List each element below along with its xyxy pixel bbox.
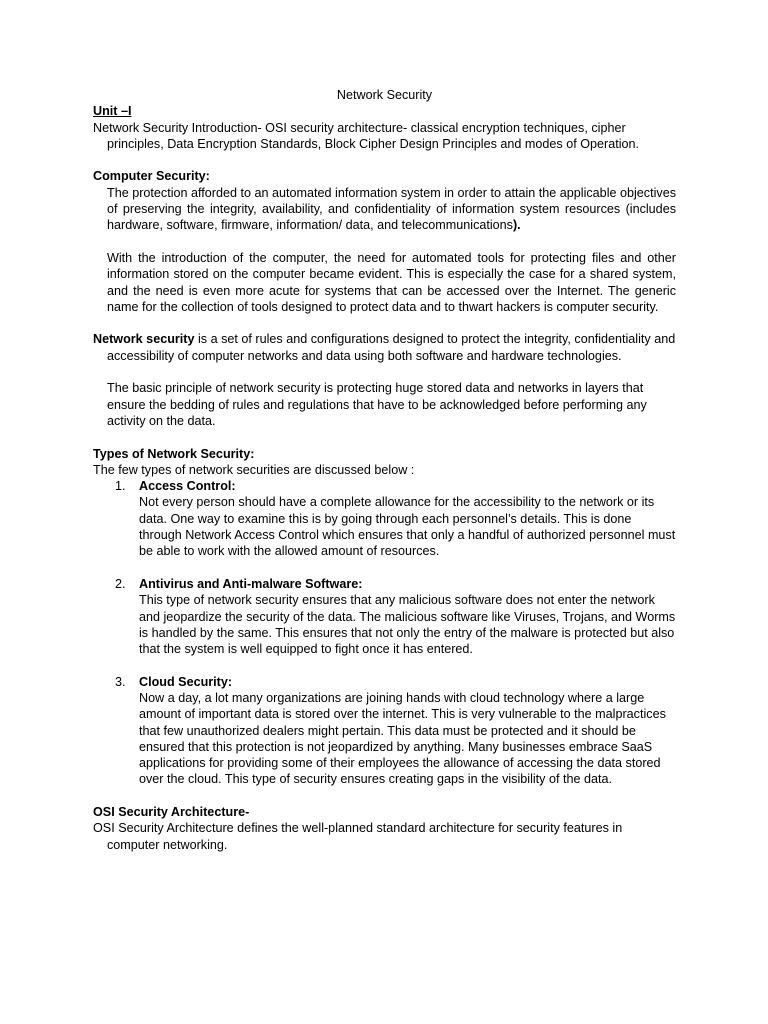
computer-security-paragraph: With the introduction of the computer, the need for automated tools for protecting files and other information stored on the computer became evident. This is especially the case for a shared system, and the need is even more acute for systems that can be accessed over the Internet. The generic name for the collection of tools designed to protect data and to thwart hackers is computer security. <box>107 250 676 314</box>
list-item-title: Access Control: <box>139 479 236 494</box>
list-item-number: 3. <box>115 674 126 689</box>
list-item-title: Cloud Security: <box>139 674 233 689</box>
network-security-definition-text: is a set of rules and configurations designed to protect the integrity, confidentiality and accessibility of computer networks and data using both software and hardware technologies. <box>107 332 676 363</box>
list-item-body: Now a day, a lot many organizations are joining hands with cloud technology where a large amount of important data is stored over the internet. This is very vulnerable to the malpractices that few unauthorized dealers might pertain. This data must be protected and it should be ensured that this protection is not jeopardized by anything. Many businesses embrace SaaS applications for providing some of their employees the allowance of accessing the data stored over the cloud. This type of security ensures creating gaps in the visibility of the data. <box>139 690 666 787</box>
network-security-principle: The basic principle of network security is protecting huge stored data and networks in layers that ensure the bedding of rules and regulations that have to be acknowledged before performing any activity on the data. <box>107 381 647 428</box>
spacer <box>139 657 676 673</box>
network-security-definition <box>93 331 676 364</box>
unit-heading: Unit –I <box>93 104 132 119</box>
spacer <box>93 788 676 804</box>
computer-security-definition <box>93 185 676 234</box>
document-page <box>93 87 676 853</box>
spacer <box>93 234 676 250</box>
list-item-number: 1. <box>115 479 126 494</box>
list-item-body: Not every person should have a complete allowance for the accessibility to the network or its data. One way to examine this is by going through each personnel’s details. This is done through Network Access Control which ensures that only a handful of authorized personnel must be able to work with the allowed amount of resources. <box>139 495 676 559</box>
osi-text: OSI Security Architecture defines the well-planned standard architecture for security features in computer networking. <box>93 821 623 852</box>
spacer <box>93 152 676 168</box>
computer-security-definition-end: ). <box>512 218 521 233</box>
unit-syllabus-text: Network Security Introduction- OSI security architecture- classical encryption techniques, cipher principles, Data Encryption Standards, Block Cipher Design Principles and modes of Operation. <box>93 120 640 151</box>
list-item-body: This type of network security ensures that any malicious software does not enter the network and jeopardize the security of the data. The malicious software like Viruses, Trojans, and Worms is handled by the same. This ensures that not only the entry of the malware is protected but also that the system is well equipped to fight once it has entered. <box>139 593 676 657</box>
spacer <box>93 364 676 380</box>
types-intro: The few types of network securities are discussed below : <box>93 462 415 477</box>
spacer <box>93 315 676 331</box>
types-heading: Types of Network Security: <box>93 446 255 461</box>
osi-heading: OSI Security Architecture- <box>93 805 250 820</box>
list-item-title: Antivirus and Anti-malware Software: <box>139 576 363 591</box>
computer-security-definition-text: The protection afforded to an automated information system in order to attain the applicable objectives of preserving the integrity, availability, and confidentiality of information system resources (includes hardware, software, firmware, information/ data, and telecommunications <box>107 185 676 233</box>
list-item <box>93 478 676 576</box>
network-security-term: Network security <box>93 332 195 347</box>
list-item <box>93 674 676 788</box>
list-item <box>93 576 676 674</box>
document-title: Network Security <box>336 88 433 102</box>
list-item-number: 2. <box>115 576 126 591</box>
spacer <box>93 429 676 445</box>
types-list <box>93 478 676 788</box>
computer-security-heading: Computer Security: <box>93 169 210 184</box>
spacer <box>139 560 676 576</box>
